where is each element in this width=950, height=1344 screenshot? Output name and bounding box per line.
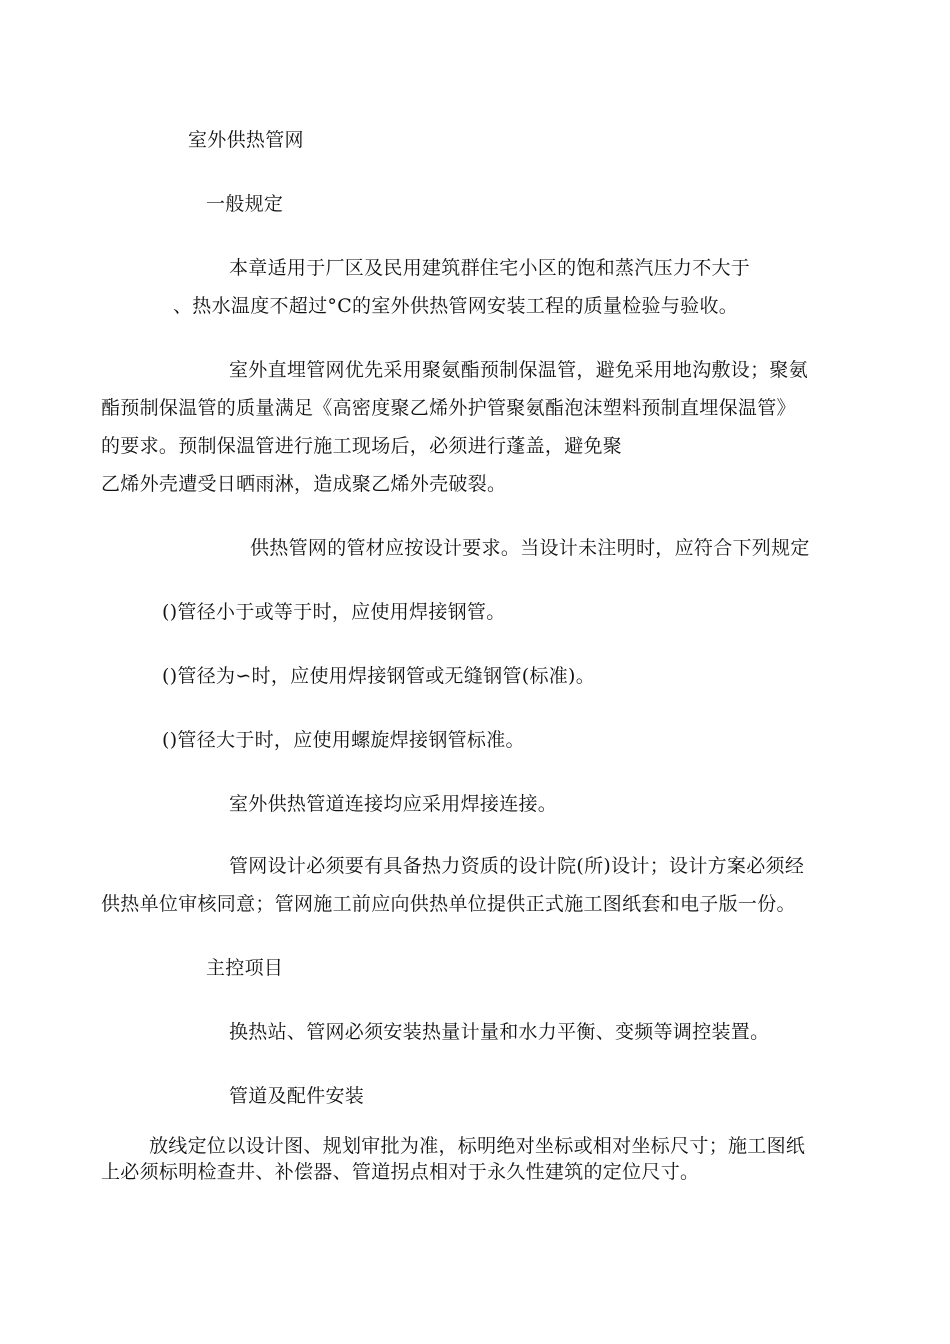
paragraph-scope-line-2: 、热水温度不超过°C的室外供热管网安装工程的质量检验与验收。 bbox=[173, 295, 739, 317]
page-title: 室外供热管网 bbox=[188, 129, 304, 151]
list-item-1: ()管径小于或等于时，应使用焊接钢管。 bbox=[162, 601, 506, 623]
subsection-heading-pipes: 管道及配件安装 bbox=[229, 1085, 365, 1107]
list-item-2: ()管径为∽时，应使用焊接钢管或无缝钢管(标准)。 bbox=[162, 665, 596, 687]
paragraph-design-line-2: 供热单位审核同意；管网施工前应向供热单位提供正式施工图纸套和电子版一份。 bbox=[101, 893, 796, 915]
paragraph-metering: 换热站、管网必须安装热量计量和水力平衡、变频等调控装置。 bbox=[229, 1021, 770, 1043]
paragraph-layout-line-2: 上必须标明检查井、补偿器、管道拐点相对于永久性建筑的定位尺寸。 bbox=[101, 1161, 700, 1183]
paragraph-pipe-line-1: 室外直埋管网优先采用聚氨酯预制保温管，避免采用地沟敷设；聚氨 bbox=[229, 359, 809, 381]
paragraph-materials: 供热管网的管材应按设计要求。当设计未注明时，应符合下列规定 bbox=[250, 537, 810, 559]
paragraph-pipe-line-2: 酯预制保温管的质量满足《高密度聚乙烯外护管聚氨酯泡沫塑料预制直埋保温管》 bbox=[101, 397, 796, 419]
paragraph-design-line-1: 管网设计必须要有具备热力资质的设计院(所)设计；设计方案必须经 bbox=[229, 855, 805, 877]
paragraph-pipe-line-3: 的要求。预制保温管进行施工现场后，必须进行蓬盖，避免聚 bbox=[101, 435, 623, 457]
paragraph-scope-line-1: 本章适用于厂区及民用建筑群住宅小区的饱和蒸汽压力不大于 bbox=[229, 257, 751, 279]
section-heading-general: 一般规定 bbox=[206, 193, 284, 215]
section-heading-main: 主控项目 bbox=[206, 957, 284, 979]
paragraph-layout-line-1: 放线定位以设计图、规划审批为准，标明绝对坐标或相对坐标尺寸；施工图纸 bbox=[149, 1135, 806, 1157]
list-item-3: ()管径大于时，应使用螺旋焊接钢管标准。 bbox=[162, 729, 525, 751]
paragraph-pipe-line-4: 乙烯外壳遭受日晒雨淋，造成聚乙烯外壳破裂。 bbox=[101, 473, 507, 495]
paragraph-welding: 室外供热管道连接均应采用焊接连接。 bbox=[229, 793, 558, 815]
